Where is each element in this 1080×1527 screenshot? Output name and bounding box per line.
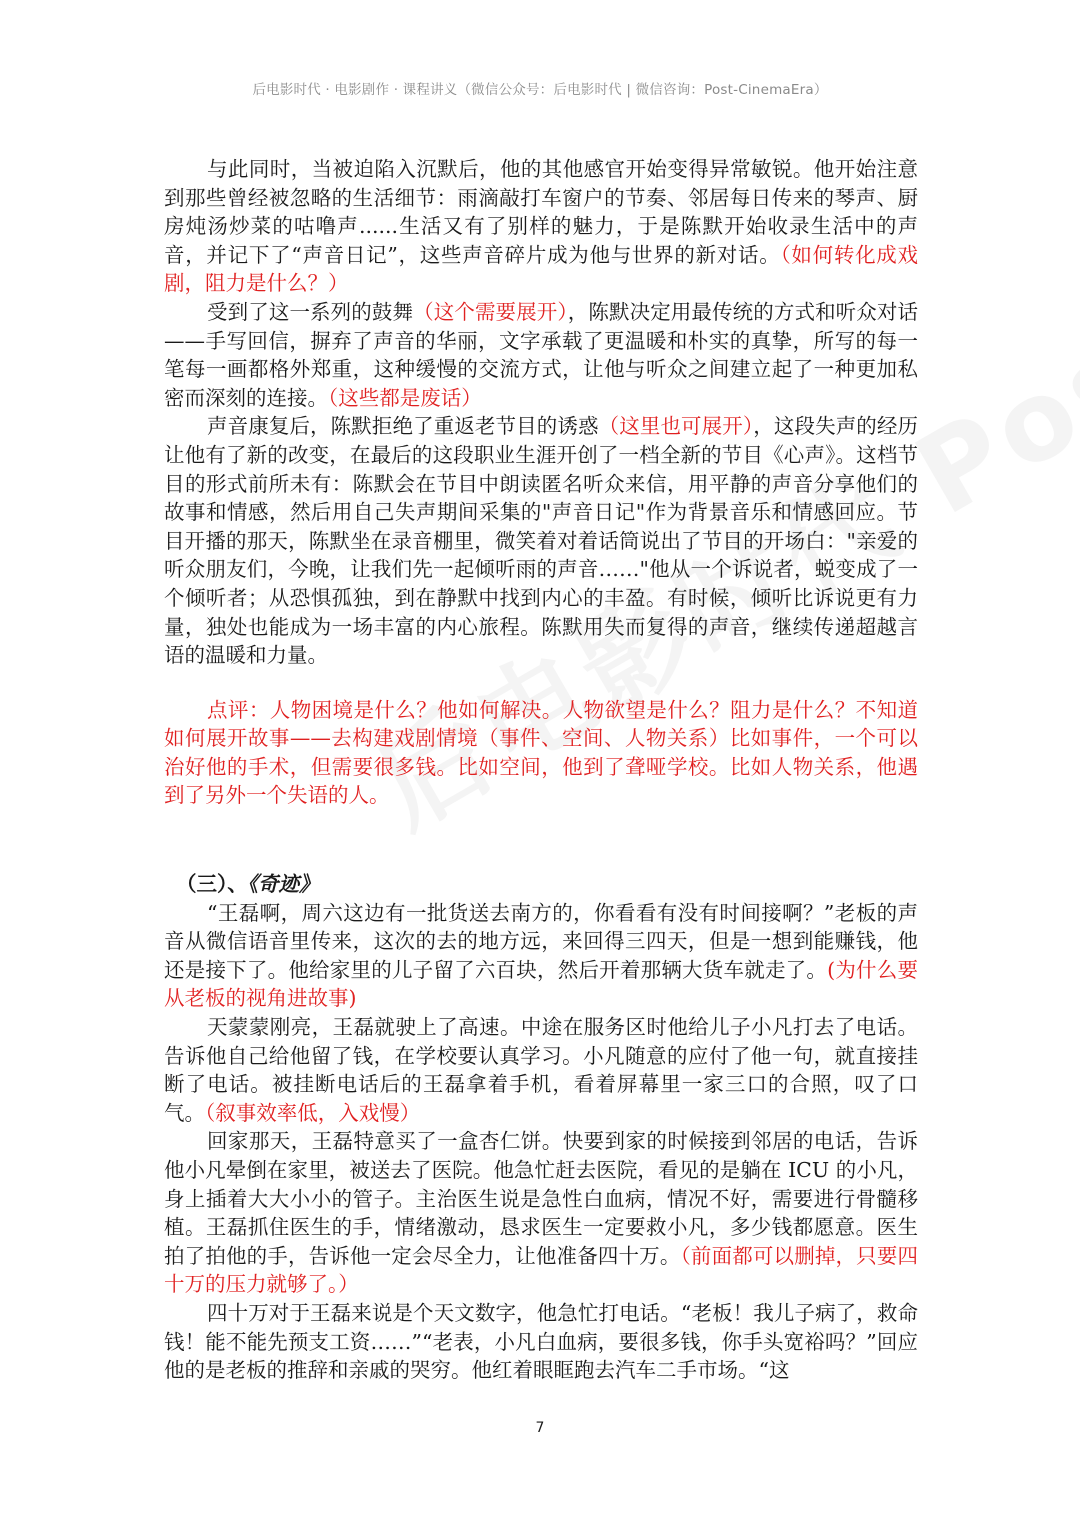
- editor-note: （前面都可以删掉，只要四十万的压力就够了。）: [164, 1243, 919, 1297]
- paragraph: [164, 1013, 918, 1127]
- editor-note: (为什么要从老板的视角进故事): [164, 957, 918, 1011]
- paragraph: [164, 1299, 918, 1385]
- paragraph-text: 与此同时，当被迫陷入沉默后，他的其他感官开始变得异常敏锐。他开始注意到那些曾经被忽略的生活细节：雨滴敲打车窗户的节奏、邻居每日传来的琴声、厨房炖汤炒菜的咕噜声......生活又有了别样的魅力，于是陈默开始收录生活中的声音，并记下了“声音日记”，这些声音碎片成为他与世界的新对话。: [164, 157, 918, 267]
- paragraph-text: “王磊啊，周六这边有一批货送去南方的，你看看有没有时间接啊？”老板的声音从微信语音里传来，这次的去的地方远，来回得三四天，但是一想到能赚钱，他还是接下了。他给家里的儿子留了六百块，然后开着那辆大货车就走了。: [164, 900, 918, 982]
- paragraph-text: ，陈默决定用最传统的方式和听众对话——手写回信，摒弃了声音的华丽，文字承载了更温暖和朴实的真挚，所写的每一笔每一画都格外郑重，这种缓慢的交流方式，让他与听众之间建立起了一种更加私密而深刻的连接。: [164, 299, 919, 410]
- paragraph: [164, 412, 918, 669]
- editor-note: （这个需要展开）: [413, 299, 568, 324]
- editor-note: （这里也可展开）: [598, 414, 754, 439]
- editor-note: （如何转化成戏剧，阻力是什么？）: [164, 242, 918, 296]
- paragraph-text: 天蒙蒙刚亮，王磊就驶上了高速。中途在服务区时他给儿子小凡打去了电话。告诉他自己给他留了钱，在学校要认真学习。小凡随意的应付了他一句，就直接挂断了电话。被挂断电话后的王磊拿着手机，看着屏幕里一家三口的合照，叹了口气。: [164, 1015, 918, 1125]
- document-body: [164, 155, 918, 1385]
- section-number: （三）、: [176, 872, 248, 897]
- paragraph-text: 受到了这一系列的鼓舞: [207, 299, 414, 324]
- page-number: 7: [535, 1420, 545, 1436]
- paragraph-text: 四十万对于王磊来说是个天文数字，他急忙打电话。“老板！我儿子病了，救命钱！能不能先预支工资……”“老表，小凡白血病，要很多钱，你手头宽裕吗？”回应他的是老板的推辞和亲戚的哭穷。他红着眼眶跑去汽车二手市场。“这: [164, 1300, 918, 1383]
- section-heading: [164, 870, 918, 899]
- editor-note: （这些都是废话）: [328, 385, 482, 410]
- paragraph: [164, 899, 918, 1013]
- section-title: 《奇迹》: [247, 872, 320, 897]
- paragraph-text: 回家那天，王磊特意买了一盒杏仁饼。快要到家的时候接到邻居的电话，告诉他小凡晕倒在家里，被送去了医院。他急忙赶去医院，看见的是躺在 ICU 的小凡，身上插着大大小小的管子。主治医生说是急性白血病，情况不好，需要进行骨髓移植。王磊抓住医生的手，情绪激动，恳求医生一定要救小凡，多少钱都愿意。医生拍了拍他的手，告诉他一定会尽全力，让他准备四十万。: [164, 1129, 918, 1268]
- paragraph: [164, 155, 918, 298]
- paragraph: [164, 1127, 918, 1299]
- page-header: 后电影时代 · 电影剧作 · 课程讲义（微信公众号：后电影时代 | 微信咨询：Post-CinemaEra）: [252, 82, 828, 98]
- paragraph: [164, 298, 918, 412]
- editor-note: （叙事效率低，入戏慢）: [205, 1100, 421, 1125]
- paragraph-text: 声音康复后，陈默拒绝了重返老节目的诱惑: [207, 414, 599, 439]
- review-comment: 点评：人物困境是什么？他如何解决。人物欲望是什么？阻力是什么？不知道如何展开故事——去构建戏剧情境（事件、空间、人物关系）比如事件，一个可以治好他的手术，但需要很多钱。比如空间，他到了聋哑学校。比如人物关系，他遇到了另外一个失语的人。: [164, 697, 918, 808]
- paragraph-text: ，这段失声的经历让他有了新的改变，在最后的这段职业生涯开创了一档全新的节目《心声》。这档节目的形式前所未有：陈默会在节目中朗读匿名听众来信，用平静的声音分享他们的故事和情感，然后用自己失声期间采集的"声音日记"作为背景音乐和情感回应。节目开播的那天，陈默坐在录音棚里，微笑着对着话筒说出了节目的开场白："亲爱的听众朋友们，今晚，让我们先一起倾听雨的声音……"他从一个诉说者，蜕变成了一个倾听者；从恐惧孤独，到在静默中找到内心的丰盈。有时候，倾听比诉说更有力量，独处也能成为一场丰富的内心旅程。陈默用失而复得的声音，继续传递超越言语的温暖和力量。: [164, 414, 919, 668]
